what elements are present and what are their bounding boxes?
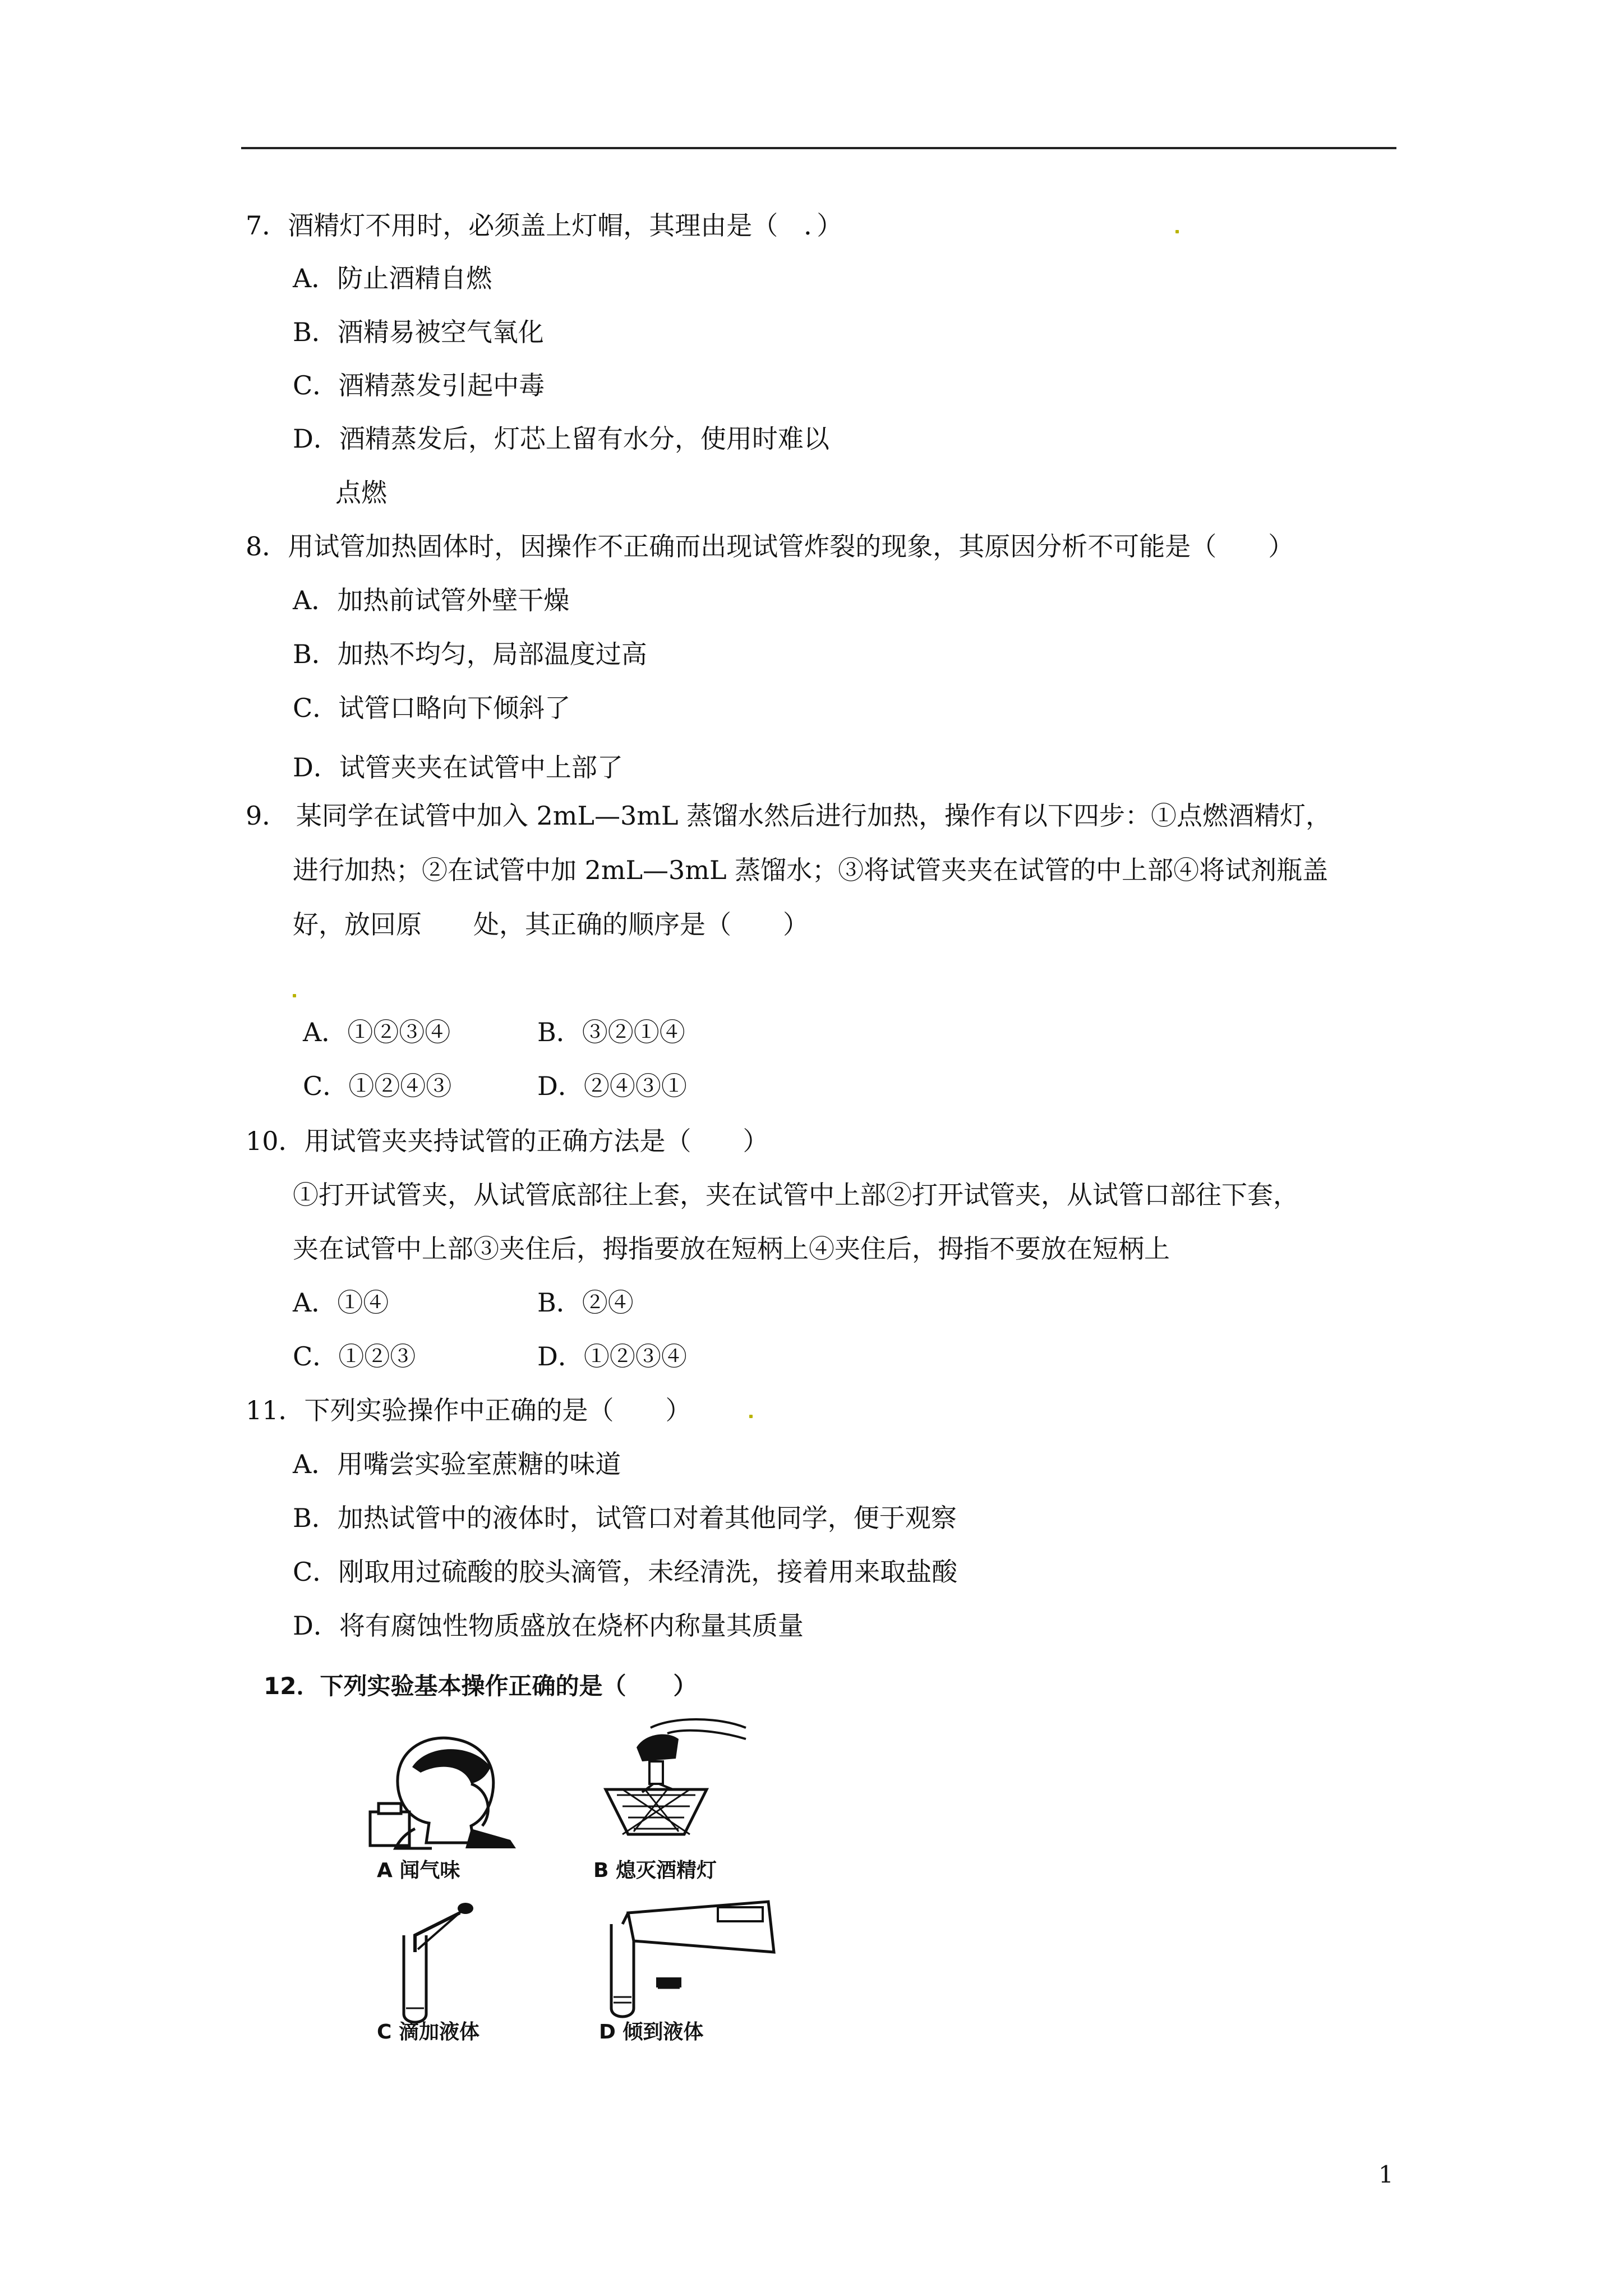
question-9-option-b: B．③②①④	[537, 1017, 685, 1047]
figure-a-caption: A 闻气味	[377, 1859, 460, 1882]
question-8-stem: 8．用试管加热固体时，因操作不正确而出现试管炸裂的现象，其原因分析不可能是（ ）	[246, 531, 1294, 562]
question-9-stem-line-2: 进行加热；②在试管中加 2mL—3mL 蒸馏水；③将试管夹夹在试管的中上部④将试剂瓶盖	[293, 855, 1329, 885]
question-8-option-c: C．试管口略向下倾斜了	[293, 693, 571, 723]
question-7-option-d-continuation: 点燃	[335, 477, 387, 508]
question-10-content-line-1: ①打开试管夹，从试管底部往上套，夹在试管中上部②打开试管夹，从试管口部往下套，	[293, 1180, 1299, 1210]
question-9-option-a: A．①②③④	[303, 1017, 451, 1047]
stray-mark	[749, 1415, 753, 1418]
question-10-option-c: C．①②③	[293, 1341, 416, 1372]
question-11-option-c: C．刚取用过硫酸的胶头滴管，未经清洗，接着用来取盐酸	[293, 1557, 958, 1587]
question-7-option-b: B．酒精易被空气氧化	[293, 317, 544, 347]
figure-b-caption: B 熄灭酒精灯	[593, 1859, 717, 1882]
question-11-option-b: B．加热试管中的液体时，试管口对着其他同学，便于观察	[293, 1503, 957, 1533]
pour-liquid-illustration	[600, 1890, 791, 2025]
question-7-option-a: A．防止酒精自燃	[293, 263, 492, 293]
extinguish-lamp-illustration	[583, 1705, 751, 1851]
question-9-option-d: D．②④③①	[537, 1071, 687, 1101]
drop-liquid-illustration	[393, 1896, 505, 2031]
question-11-option-a: A．用嘴尝实验室蔗糖的味道	[293, 1449, 621, 1479]
question-7-option-d: D．酒精蒸发后，灯芯上留有水分，使用时难以	[293, 424, 829, 454]
stray-mark	[293, 994, 296, 997]
question-10-option-d: D．①②③④	[537, 1341, 687, 1372]
question-8-option-d: D．试管夹夹在试管中上部了	[293, 752, 623, 783]
stray-mark	[1175, 230, 1179, 233]
question-7-stem: 7．酒精灯不用时，必须盖上灯帽，其理由是（ ．）	[246, 210, 843, 241]
question-11-stem: 11．下列实验操作中正确的是（ ）	[246, 1395, 691, 1425]
question-7-option-c: C．酒精蒸发引起中毒	[293, 370, 545, 401]
figure-c-caption: C 滴加液体	[377, 2021, 479, 2044]
question-8-option-b: B．加热不均匀，局部温度过高	[293, 639, 647, 669]
question-9-stem-line-3: 好，放回原 处，其正确的顺序是（ ）	[293, 909, 809, 940]
smell-gas-illustration	[359, 1728, 527, 1851]
question-10-option-b: B．②④	[537, 1287, 634, 1318]
question-12-stem: 12．下列实验基本操作正确的是（ ）	[264, 1672, 697, 1700]
header-rule	[241, 147, 1396, 149]
question-10-content-line-2: 夹在试管中上部③夹住后，拇指要放在短柄上④夹住后，拇指不要放在短柄上	[293, 1234, 1170, 1264]
question-9-option-c: C．①②④③	[303, 1071, 452, 1101]
question-9-stem-line-1: 9． 某同学在试管中加入 2mL—3mL 蒸馏水然后进行加热，操作有以下四步：①点燃酒精灯，	[246, 800, 1331, 831]
page-number: 1	[1378, 2161, 1394, 2188]
question-8-option-a: A．加热前试管外壁干燥	[293, 585, 570, 615]
question-11-option-d: D．将有腐蚀性物质盛放在烧杯内称量其质量	[293, 1611, 804, 1641]
figure-d-caption: D 倾到液体	[599, 2021, 704, 2044]
question-10-stem: 10．用试管夹夹持试管的正确方法是（ ）	[246, 1126, 769, 1156]
question-10-option-a: A．①④	[293, 1287, 389, 1318]
